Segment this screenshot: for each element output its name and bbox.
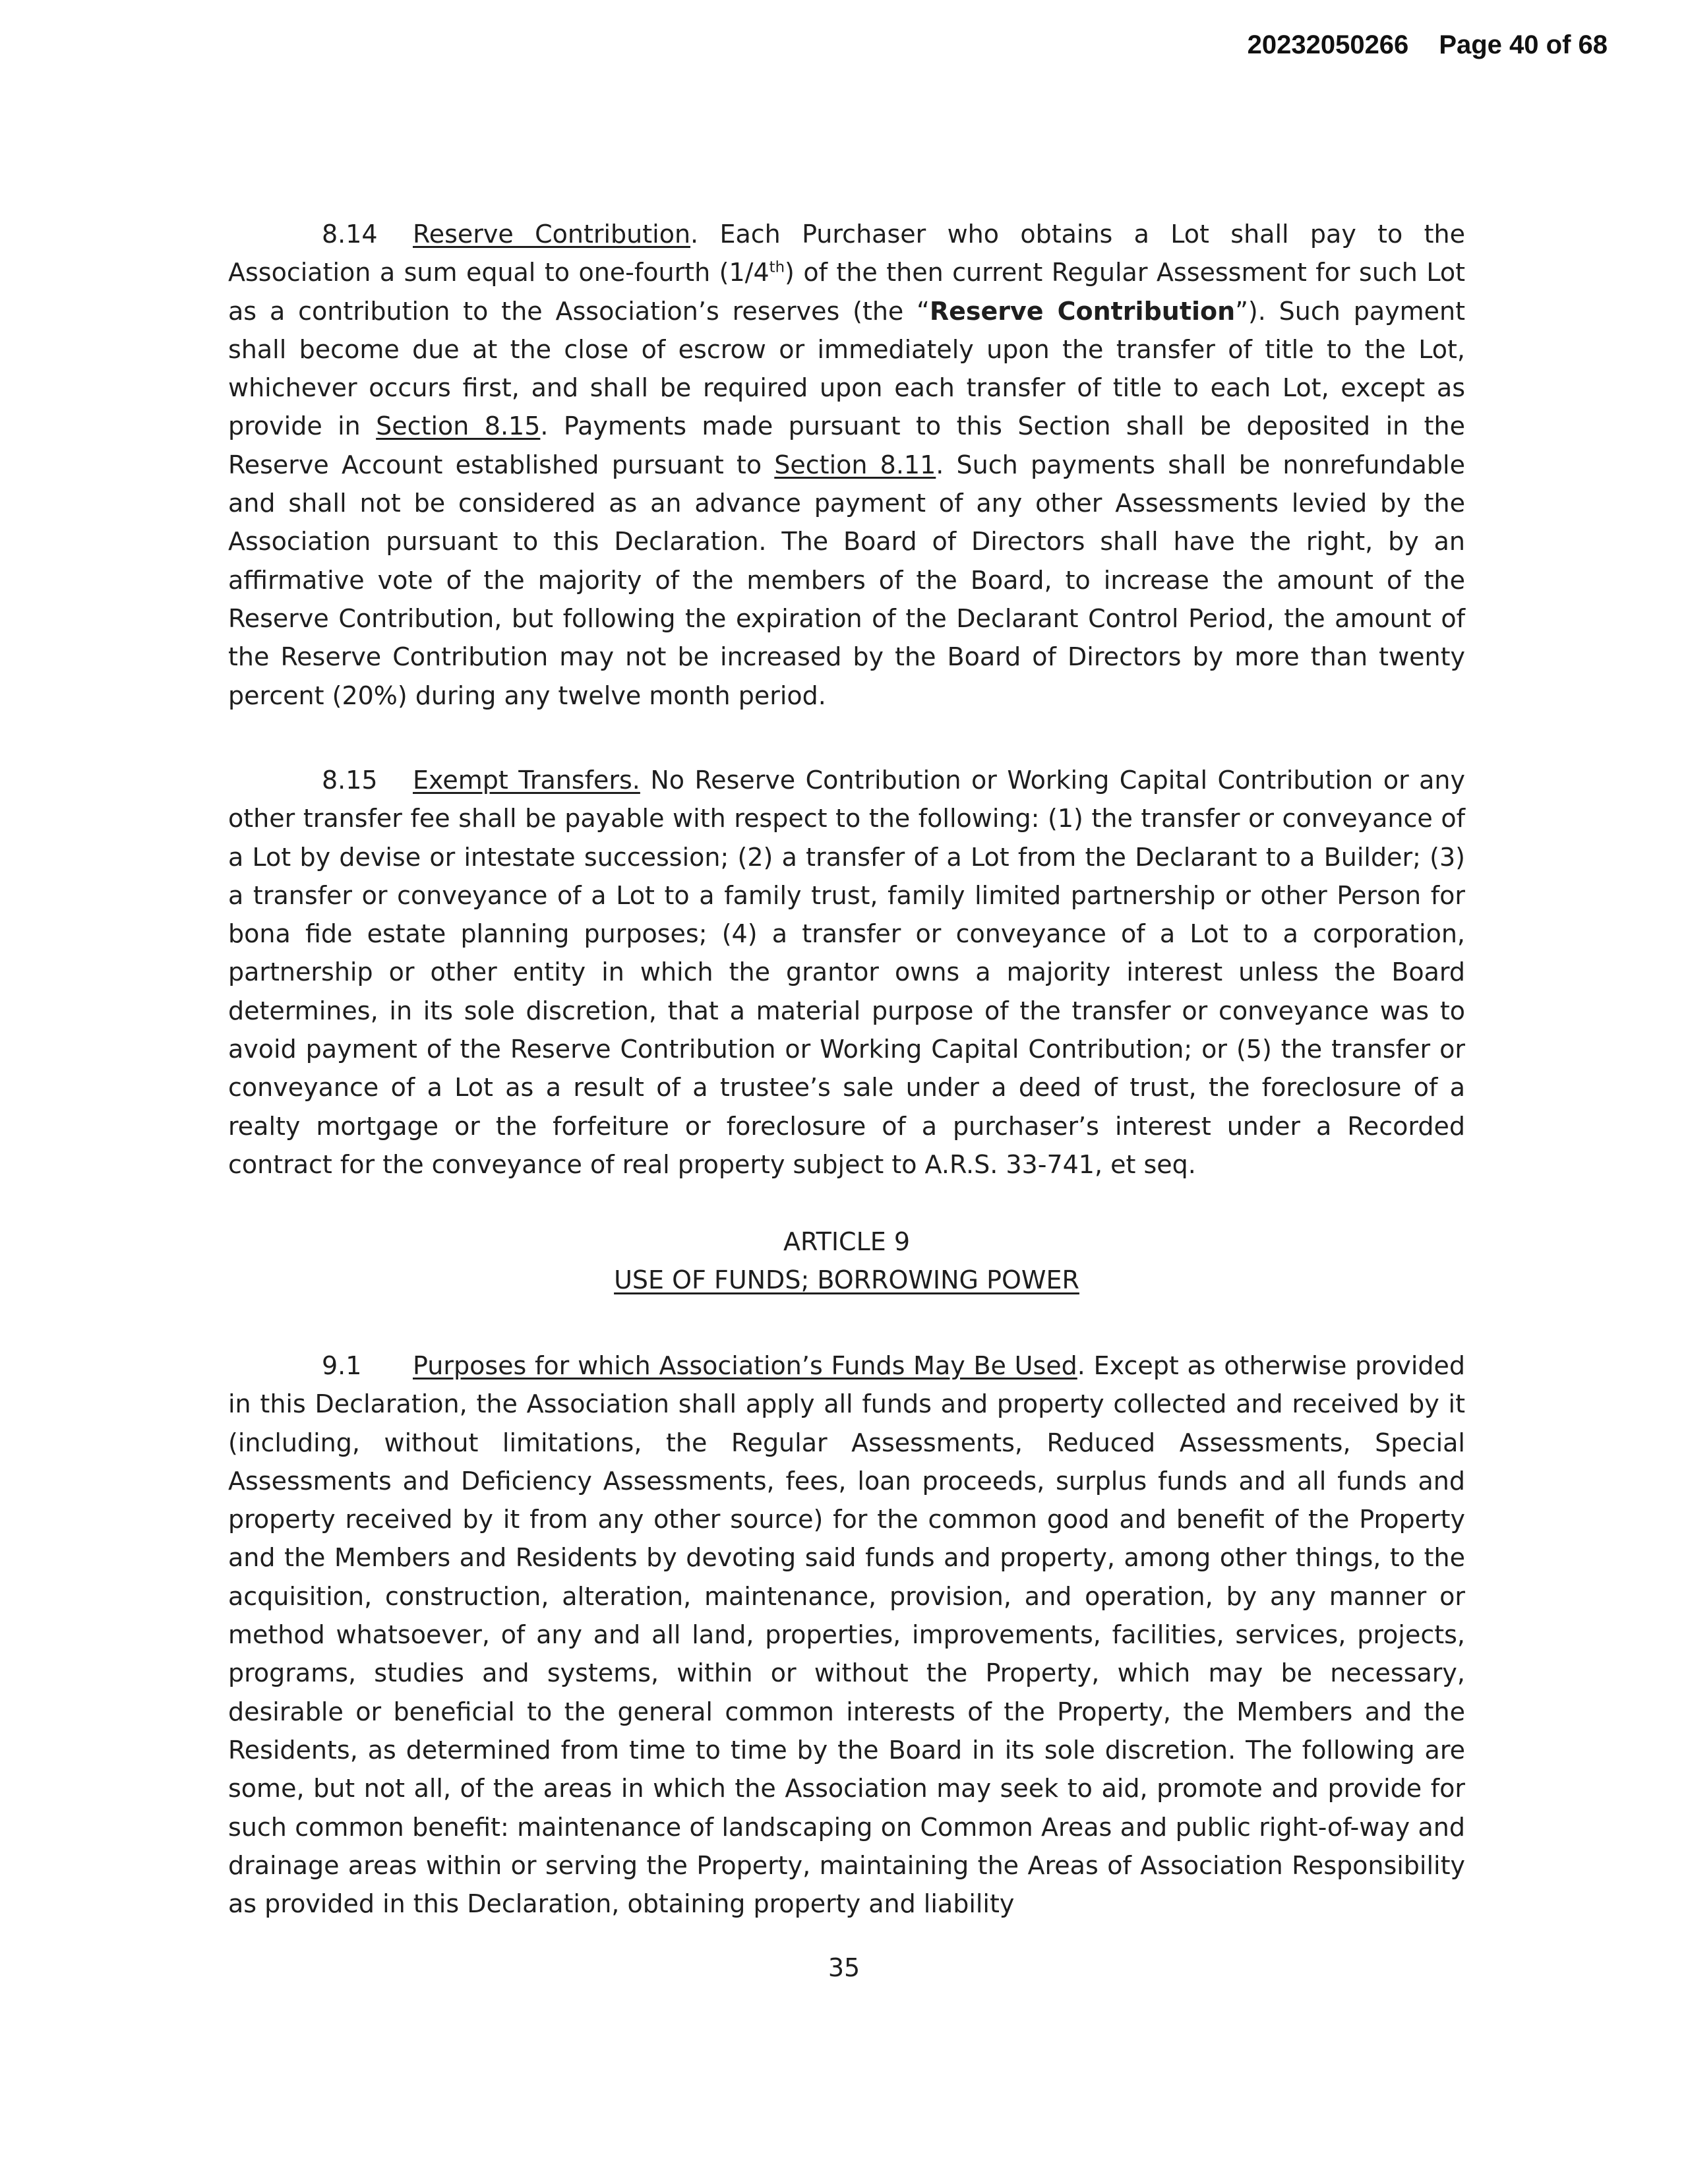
section-reference: Section 8.11 (774, 450, 936, 479)
section-9-1-block (228, 1347, 1465, 1923)
section-number: 9.1 (322, 1351, 362, 1380)
ordinal-superscript: th (769, 258, 785, 276)
section-8-15-block (228, 761, 1465, 1184)
section-text: . Such payments shall be nonrefundable and shall not be considered as an advance payment of any other Assessments levied by the Association pursuant to this Declaration. The Board of Directors shall have the right, by an affirmative vote of the majority of the members of the Board, to increase the amount of the Reserve Contribution, but following the expiration of the Declarant Control Period, the amount of the Reserve Contribution may not be increased by the Board of Directors by more than twenty percent (20%) during any twelve month period. (228, 450, 1465, 710)
section-8-14-paragraph (228, 215, 1465, 715)
section-text: No Reserve Contribution or Working Capital Contribution or any other transfer fee shall be payable with respect to the following: (1) the transfer or conveyance of a Lot by devise or intestate succession; (2) a transfer of a Lot from the Declarant to a Builder; (3) a transfer or conveyance of a Lot to a family trust, family limited partnership or other Person for bona fide estate planning purposes; (4) a transfer or conveyance of a Lot to a corporation, partnership or other entity in which the grantor owns a majority interest unless the Board determines, in its sole discretion, that a material purpose of the transfer or conveyance was to avoid payment of the Reserve Contribution or Working Capital Contribution; or (5) the transfer or conveyance of a Lot as a result of a trustee’s sale under a deed of trust, the foreclosure of a realty mortgage or the forfeiture or foreclosure of a purchaser’s interest under a Recorded contract for the conveyance of real property subject to A.R.S. 33-741, et seq. (228, 766, 1466, 1179)
section-9-1-paragraph (228, 1347, 1465, 1923)
section-number: 8.14 (322, 220, 378, 249)
section-text: . Payments made pursuant to this Section shall be deposited in the Reserve Account established pursuant to (228, 411, 1465, 479)
section-text: . Each Purchaser who obtains a Lot shall pay to the Association a sum equal to one-fourth (1/4 (228, 220, 1466, 288)
section-number: 8.15 (322, 766, 378, 795)
section-8-14-block (228, 215, 1465, 715)
section-text: . Except as otherwise provided in this Declaration, the Association shall apply all funds and property collected and received by it (including, without limitations, the Regular Assessments, Reduced Assessments, Special Assessments and Deficiency Assessments, fees, loan proceeds, surplus funds and all funds and property received by it from any other source) for the common good and benefit of the Property and the Members and Residents by devoting said funds and property, among other things, to the acquisition, construction, alteration, maintenance, provision, and operation, by any manner or method whatsoever, of any and all land, properties, improvements, facilities, services, projects, programs, studies and systems, within or without the Property, which may be necessary, desirable or beneficial to the general common interests of the Property, the Members and the Residents, as determined from time to time by the Board in its sole discretion. The following are some, but not all, of the areas in which the Association may seek to aid, promote and provide for such common benefit: maintenance of landscaping on Common Areas and public right-of-way and drainage areas within or serving the Property, maintaining the Areas of Association Responsibility as provided in this Declaration, obtaining property and liability (228, 1351, 1465, 1919)
page-count-label: Page 40 of 68 (1439, 30, 1608, 59)
article-title: USE OF FUNDS; BORROWING POWER (614, 1265, 1079, 1294)
page-number: 35 (828, 1953, 860, 1982)
section-8-15-paragraph (228, 761, 1465, 1184)
document-number: 20232050266 (1247, 30, 1409, 59)
section-title: Reserve Contribution (413, 220, 691, 249)
page-header (1248, 30, 1608, 60)
section-text: ) of the then current Regular Assessment for such Lot as a contribution to the Association’s reserves (the “ (228, 258, 1465, 326)
section-title: Purposes for which Association’s Funds May Be Used (413, 1351, 1077, 1380)
section-text: ”). Such payment shall become due at the close of escrow or immediately upon the transfer of title to the Lot, whichever occurs first, and shall be required upon each transfer of title to each Lot, except as provide in (228, 296, 1465, 441)
article-label: ARTICLE 9 (783, 1227, 911, 1256)
section-reference: Section 8.15 (376, 411, 541, 441)
defined-term: Reserve Contribution (929, 296, 1236, 326)
article-heading (228, 1223, 1465, 1299)
section-title: Exempt Transfers. (413, 766, 640, 795)
